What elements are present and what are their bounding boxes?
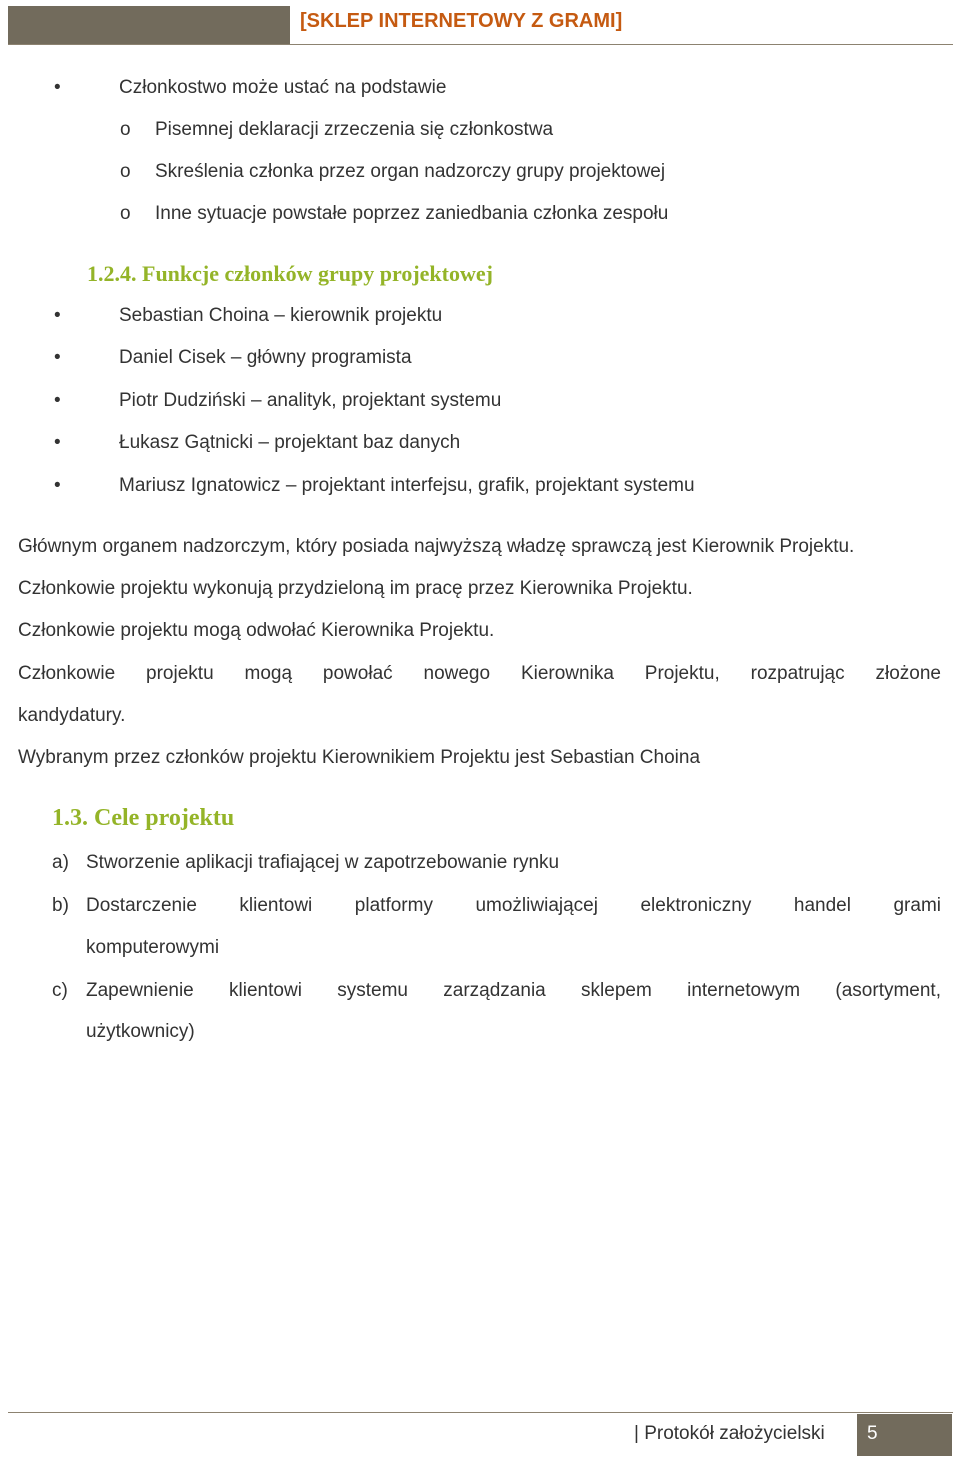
role-item: Mariusz Ignatowicz – projektant interfejsu, grafik, projektant systemu (119, 475, 695, 496)
role-item: Piotr Dudziński – analityk, projektant systemu (119, 390, 502, 411)
header-divider (8, 44, 953, 45)
membership-intro: Członkostwo może ustać na podstawie (119, 77, 447, 98)
goal-item: Stworzenie aplikacji trafiającej w zapotrzebowanie rynku (86, 852, 560, 873)
sub-bullet-marker: o (120, 119, 131, 140)
page-number: 5 (867, 1423, 878, 1444)
sub-bullet-marker: o (120, 203, 131, 224)
paragraph: Członkowie projektu mogą powołać nowego Kierownika Projektu, rozpatrując złożone (18, 663, 941, 684)
goal-item: Dostarczenie klientowi platformy umożliwiającej elektroniczny handel grami (86, 895, 941, 916)
role-item: Sebastian Choina – kierownik projektu (119, 305, 443, 326)
bullet-marker: • (54, 475, 61, 496)
role-item: Daniel Cisek – główny programista (119, 347, 412, 368)
footer-label: | Protokół założycielski (634, 1423, 825, 1444)
bullet-marker: • (54, 390, 61, 411)
document-title: [SKLEP INTERNETOWY Z GRAMI] (300, 10, 623, 32)
paragraph: Członkowie projektu mogą odwołać Kierownika Projektu. (18, 620, 495, 641)
sub-bullet-marker: o (120, 161, 131, 182)
footer-divider (8, 1412, 953, 1413)
role-item: Łukasz Gątnicki – projektant baz danych (119, 432, 461, 453)
list-marker: b) (52, 895, 69, 916)
bullet-marker: • (54, 432, 61, 453)
bullet-marker: • (54, 347, 61, 368)
list-marker: c) (52, 980, 68, 1001)
paragraph: Członkowie projektu wykonują przydzieloną im pracę przez Kierownika Projektu. (18, 578, 693, 599)
goal-item-continuation: komputerowymi (86, 937, 220, 958)
section-heading-roles: 1.2.4. Funkcje członków grupy projektowej (87, 261, 493, 286)
bullet-marker: • (54, 77, 61, 98)
paragraph: Wybranym przez członków projektu Kierownikiem Projektu jest Sebastian Choina (18, 747, 701, 768)
bullet-marker: • (54, 305, 61, 326)
section-heading-goals: 1.3. Cele projektu (52, 805, 235, 831)
goal-item-continuation: użytkownicy) (86, 1021, 195, 1042)
goal-item: Zapewnienie klientowi systemu zarządzania sklepem internetowym (asortyment, (86, 980, 941, 1001)
list-marker: a) (52, 852, 69, 873)
membership-item: Skreślenia członka przez organ nadzorczy grupy projektowej (155, 161, 666, 182)
membership-item: Inne sytuacje powstałe poprzez zaniedbania członka zespołu (155, 203, 669, 224)
header-bar (8, 6, 290, 44)
membership-item: Pisemnej deklaracji zrzeczenia się członkostwa (155, 119, 554, 140)
paragraph: Głównym organem nadzorczym, który posiada najwyższą władzę sprawczą jest Kierownik Projektu. (18, 536, 855, 557)
paragraph-continuation: kandydatury. (18, 705, 126, 726)
